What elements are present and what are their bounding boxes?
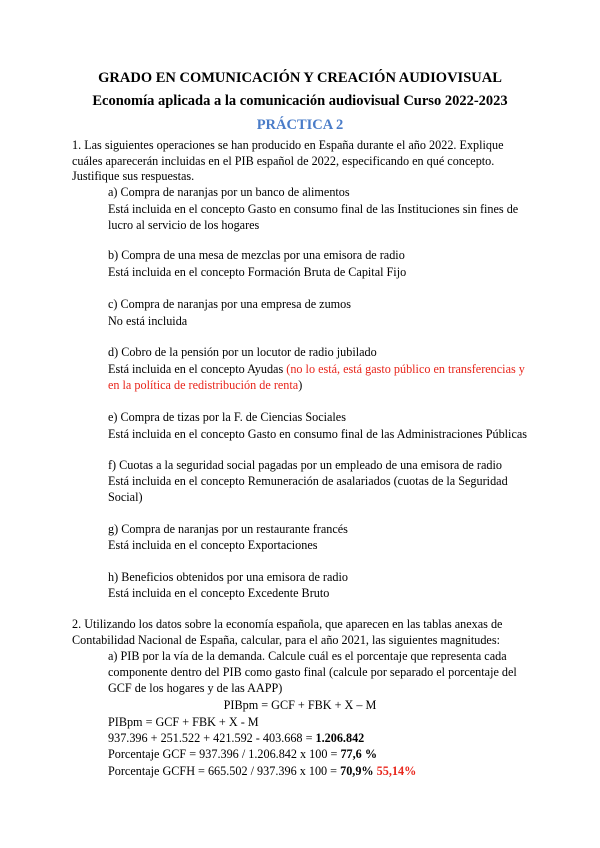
- q2a-question: a) PIB por la vía de la demanda. Calcule cuál es el porcentaje que representa cada: [108, 649, 507, 663]
- q1d-answer-text: Está incluida en el concepto Ayudas: [108, 362, 287, 376]
- q1d-answer-end: ): [298, 378, 303, 392]
- q1e-answer: Está incluida en el concepto Gasto en consumo final de las Administraciones Públicas: [108, 427, 528, 441]
- q1-intro-line: cuáles aparecerán incluidas en el PIB español de 2022, especificando en qué concepto.: [72, 154, 495, 168]
- q2a-gcfh-correction: 55,14%: [376, 764, 417, 778]
- q1-intro-line: Justifique sus respuestas.: [72, 169, 195, 183]
- q1f-question: f) Cuotas a la seguridad social pagadas por un empleado de una emisora de radio: [108, 458, 502, 472]
- q2-intro-line: 2. Utilizando los datos sobre la economía española, que aparecen en las tablas anexas de: [72, 617, 503, 631]
- q1h-question: h) Beneficios obtenidos por una emisora de radio: [108, 570, 348, 584]
- q1d-correction: (no lo está, está gasto público en transferencias y: [286, 362, 525, 376]
- q1d-answer: [108, 361, 525, 377]
- q2a-gcfh-result: 70,9%: [340, 764, 374, 778]
- q2a-gcf-percentage: [108, 746, 377, 762]
- q2a-gcfh-percentage: [108, 763, 416, 779]
- q2a-calculation: [108, 730, 364, 746]
- document-title: GRADO EN COMUNICACIÓN Y CREACIÓN AUDIOVISUAL: [98, 70, 502, 86]
- q2a-gcf-result: 77,6 %: [340, 747, 377, 761]
- q2a-calculation-result: 1.206.842: [315, 731, 365, 745]
- practice-heading: PRÁCTICA 2: [256, 117, 344, 133]
- q1g-answer: Está incluida en el concepto Exportaciones: [108, 538, 318, 552]
- q2a-question: componente dentro del PIB como gasto final (calcule por separado el porcentaje del: [108, 665, 517, 679]
- q2-intro-line: Contabilidad Nacional de España, calcular, para el año 2021, las siguientes magnitudes:: [72, 633, 500, 647]
- q2a-gcf-text: Porcentaje GCF = 937.396 / 1.206.842 x 100 =: [108, 747, 341, 761]
- q1c-question: c) Compra de naranjas por una empresa de zumos: [108, 297, 351, 311]
- q2a-gcfh-text: Porcentaje GCFH = 665.502 / 937.396 x 100 =: [108, 764, 341, 778]
- q1e-question: e) Compra de tizas por la F. de Ciencias Sociales: [108, 410, 346, 424]
- q2a-formula: PIBpm = GCF + FBK + X - M: [108, 715, 259, 729]
- q1f-answer: Social): [108, 490, 143, 504]
- q2a-calculation-text: 937.396 + 251.522 + 421.592 - 403.668 =: [108, 731, 316, 745]
- q1d-question: d) Cobro de la pensión por un locutor de radio jubilado: [108, 345, 377, 359]
- q1b-question: b) Compra de una mesa de mezclas por una emisora de radio: [108, 248, 405, 262]
- q1a-question: a) Compra de naranjas por un banco de alimentos: [108, 185, 350, 199]
- q1a-answer: lucro al servicio de los hogares: [108, 218, 260, 232]
- q2a-question: GCF de los hogares y de las AAPP): [108, 681, 283, 695]
- q1d-answer: [108, 377, 302, 393]
- q1b-answer: Está incluida en el concepto Formación Bruta de Capital Fijo: [108, 265, 407, 279]
- document-subtitle: Economía aplicada a la comunicación audiovisual Curso 2022-2023: [92, 93, 508, 109]
- q1a-answer: Está incluida en el concepto Gasto en consumo final de las Instituciones sin fines de: [108, 202, 519, 216]
- q1d-correction: en la política de redistribución de renta: [108, 378, 299, 392]
- q1g-question: g) Compra de naranjas por un restaurante francés: [108, 522, 348, 536]
- q1f-answer: Está incluida en el concepto Remuneración de asalariados (cuotas de la Seguridad: [108, 474, 508, 488]
- q1-intro-line: 1. Las siguientes operaciones se han producido en España durante el año 2022. Explique: [72, 138, 504, 152]
- q1h-answer: Está incluida en el concepto Excedente Bruto: [108, 586, 330, 600]
- q2a-formula-centered: PIBpm = GCF + FBK + X – M: [223, 698, 377, 712]
- q1c-answer: No está incluida: [108, 314, 188, 328]
